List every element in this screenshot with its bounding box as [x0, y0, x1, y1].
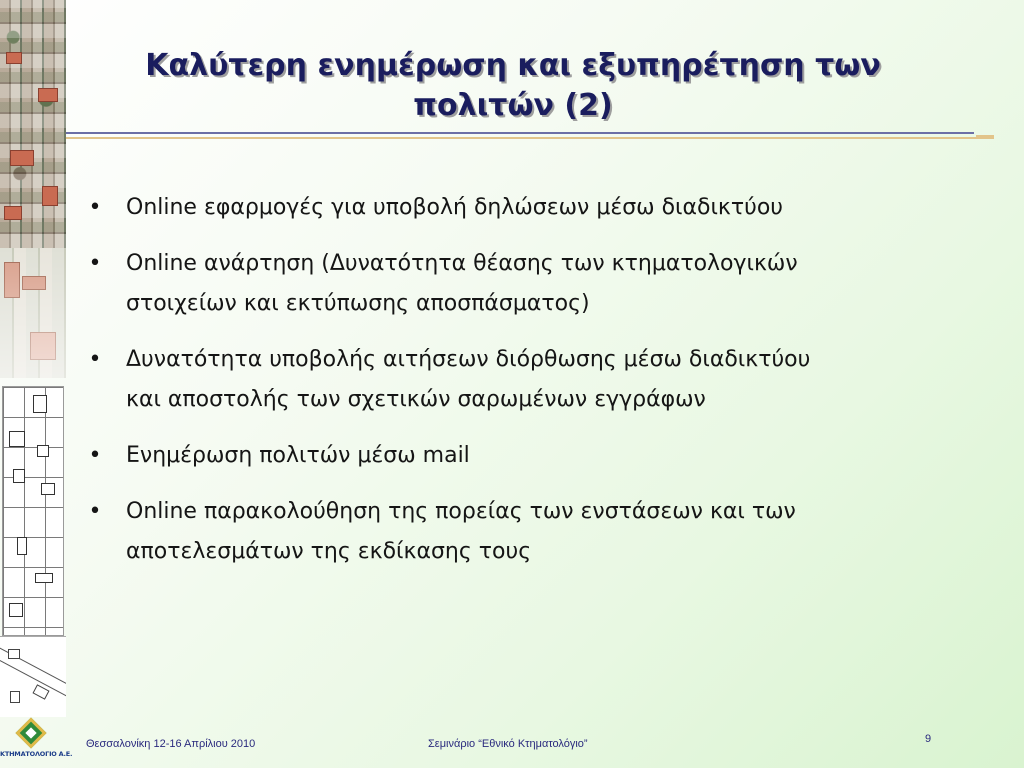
bullet-text: Ενημέρωση πολιτών μέσω mail [126, 443, 470, 468]
bullet-dot-icon: • [88, 251, 102, 276]
road-map-image [0, 636, 66, 717]
bullet-text-continuation: και αποστολής των σχετικών σαρωμένων εγγράφων [126, 387, 706, 412]
bullet-text: Online παρακολούθηση της πορείας των ενστάσεων και των [126, 499, 796, 524]
slide-title-line-2: πολιτών (2) [413, 88, 613, 123]
bullet-dot-icon: • [88, 499, 102, 524]
bullet-list [88, 188, 918, 588]
bullet-item [88, 244, 918, 324]
bullet-text-continuation: στοιχείων και εκτύπωσης αποσπάσματος) [126, 291, 590, 316]
slide-title-line-1: Καλύτερη ενημέρωση και εξυπηρέτηση των [145, 48, 881, 83]
slide-title [100, 46, 926, 126]
ktimatologio-logo-icon [0, 718, 73, 762]
logo-diamond-icon [15, 717, 46, 748]
bullet-dot-icon: • [88, 195, 102, 220]
faded-aerial-image [0, 248, 66, 378]
bullet-dot-icon: • [88, 347, 102, 372]
title-divider-gold-accent [976, 135, 994, 137]
bullet-item [88, 492, 918, 572]
parcel-map-image [2, 386, 64, 636]
bullet-text: Δυνατότητα υποβολής αιτήσεων διόρθωσης μέσω διαδικτύου [126, 347, 811, 372]
aerial-photo-image [0, 0, 66, 248]
bullet-text-continuation: αποτελεσμάτων της εκδίκασης τους [126, 539, 532, 564]
title-divider-blue [66, 132, 974, 134]
bullet-item [88, 436, 918, 476]
bullet-text: Online ανάρτηση (Δυνατότητα θέασης των κτηματολογικών [126, 251, 798, 276]
bullet-item [88, 340, 918, 420]
logo-text: ΚΤΗΜΑΤΟΛΟΓΙΟ Α.Ε. [0, 750, 73, 758]
footer-event: Σεμινάριο “Εθνικό Κτηματολόγιο” [428, 738, 588, 750]
slide-number: 9 [925, 733, 932, 745]
title-divider-gold [66, 137, 994, 139]
footer-location-date: Θεσσαλονίκη 12-16 Απρίλιου 2010 [86, 738, 256, 750]
bullet-text: Online εφαρμογές για υποβολή δηλώσεων μέσω διαδικτύου [126, 195, 784, 220]
cadastral-map-strip [0, 0, 73, 768]
bullet-dot-icon: • [88, 443, 102, 468]
bullet-item [88, 188, 918, 228]
